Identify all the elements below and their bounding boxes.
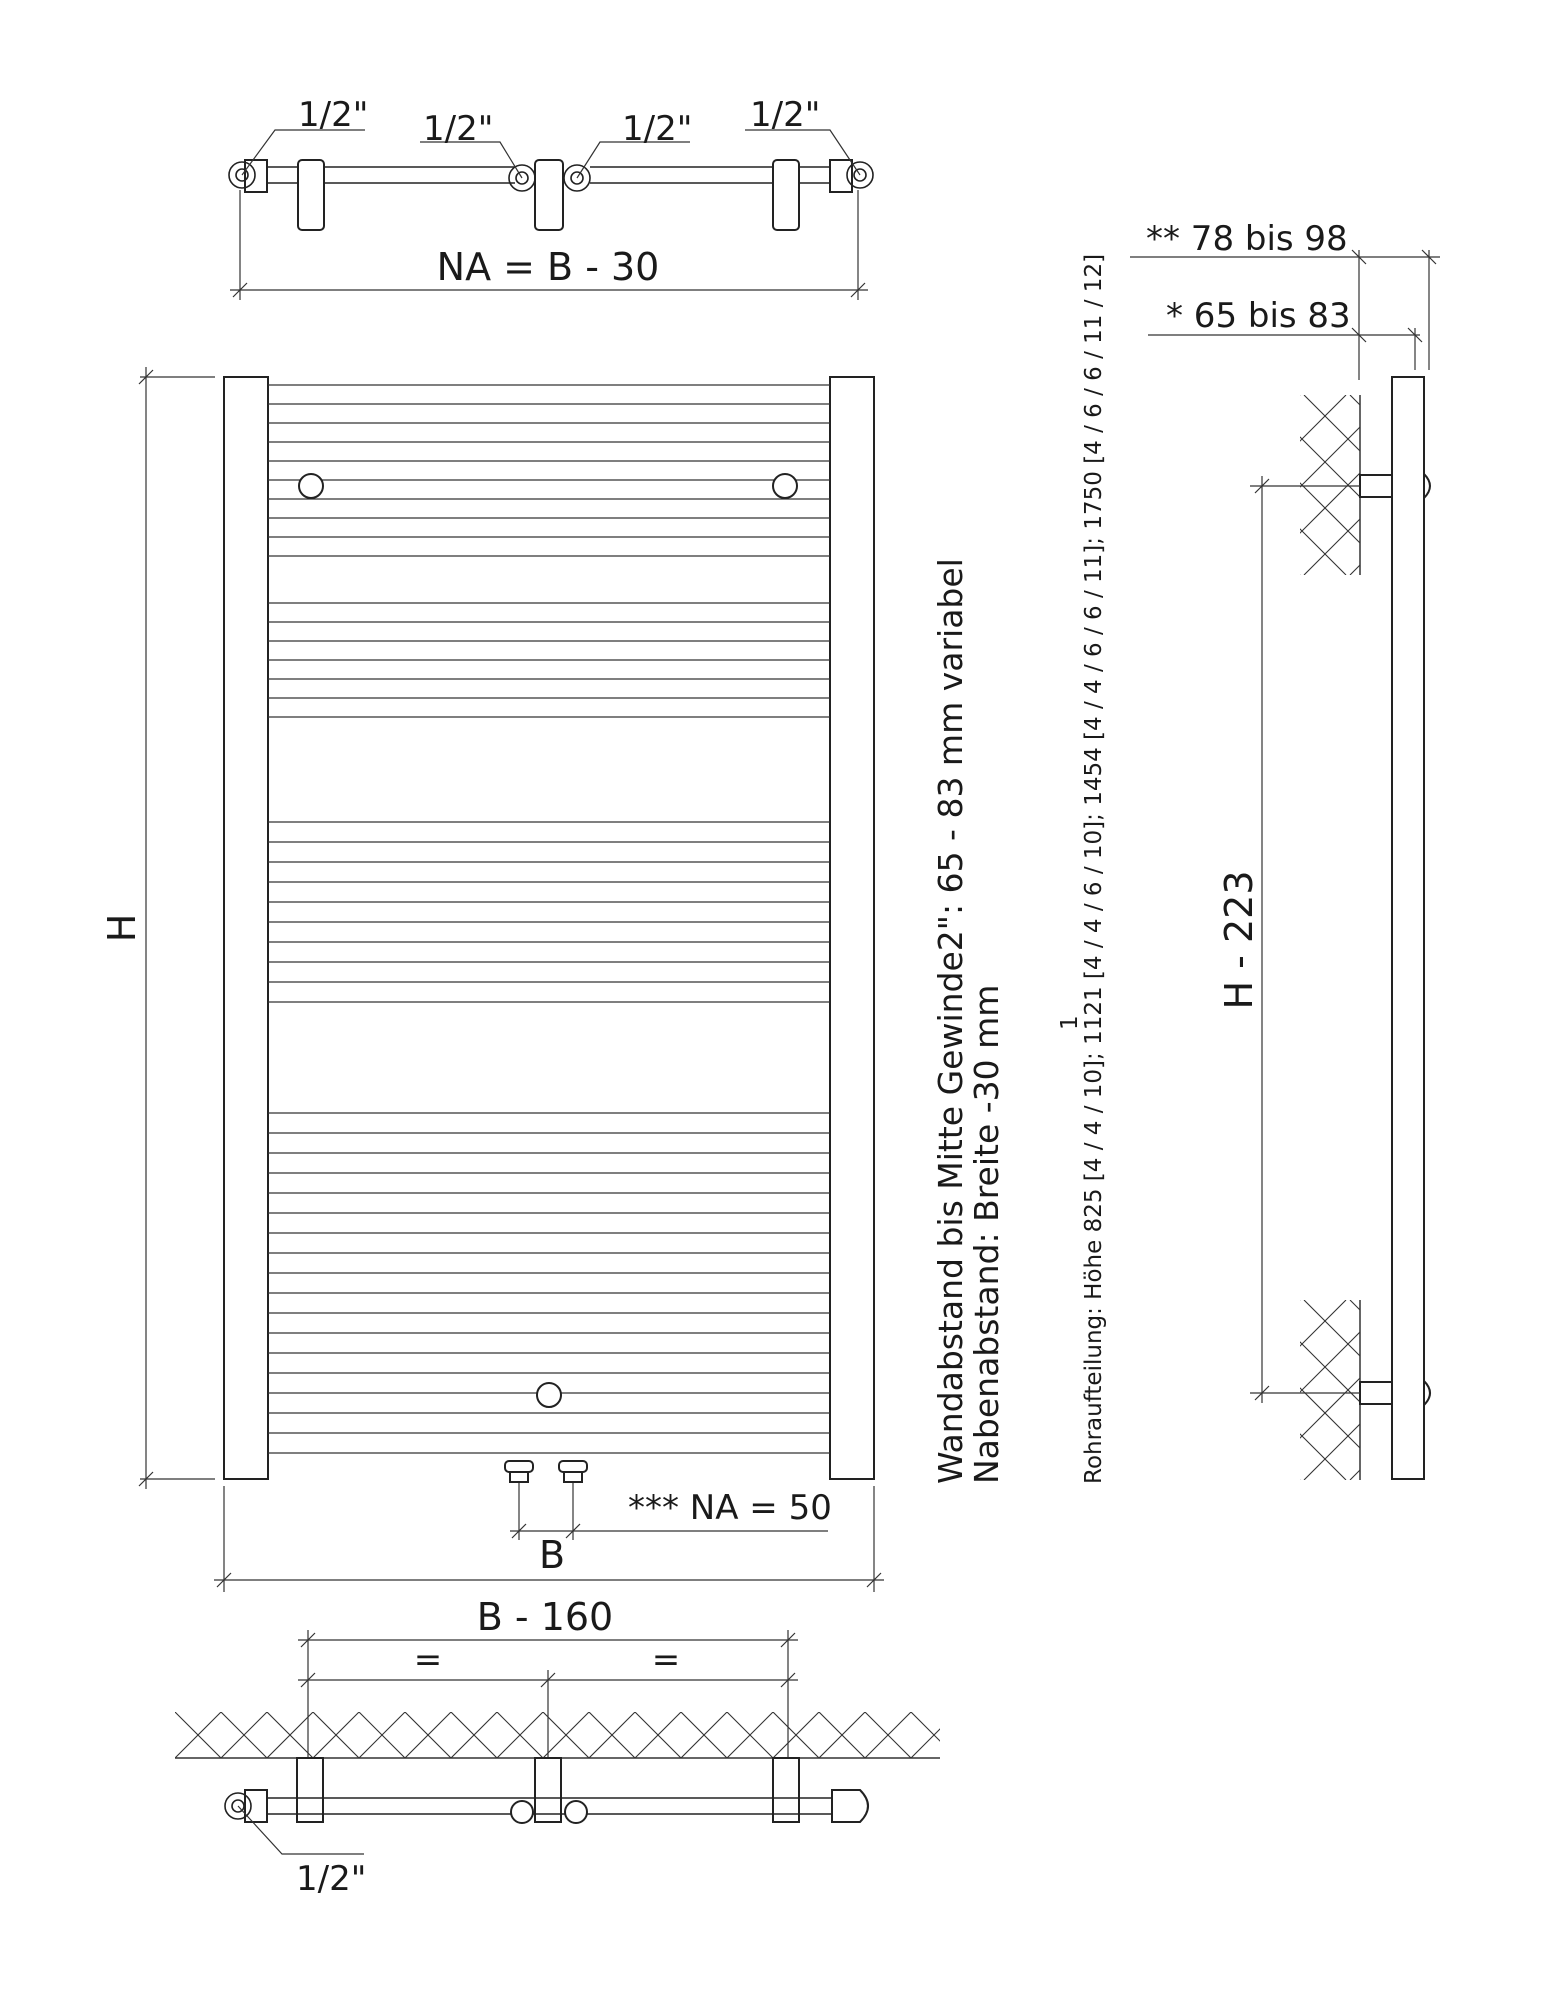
- bottom-valve-icon-left: [511, 1801, 533, 1823]
- notes: [931, 254, 1107, 1484]
- side-bracket-bottom: [1360, 1382, 1392, 1404]
- top-thread-label-4: 1/2": [750, 95, 821, 135]
- note-tube-division-mark: 1: [1057, 1015, 1083, 1030]
- side-post: [1392, 377, 1424, 1479]
- front-right-post: [830, 377, 874, 1479]
- front-view: [100, 367, 884, 1592]
- bottom-right-end-cap: [832, 1790, 868, 1822]
- side-h223-label: H - 223: [1217, 870, 1261, 1010]
- bottom-bracket-right: [773, 1758, 799, 1822]
- top-bracket-middle: [535, 160, 563, 230]
- top-view: [229, 95, 873, 300]
- front-bracket-icon-bottom: [537, 1383, 561, 1407]
- front-na50-label: *** NA = 50: [628, 1488, 832, 1528]
- bottom-bracket-middle: [535, 1758, 561, 1822]
- bottom-bracket-left: [297, 1758, 323, 1822]
- valve-left-icon: [505, 1461, 533, 1482]
- top-thread-label-1: 1/2": [298, 95, 369, 135]
- valve-right-icon: [559, 1461, 587, 1482]
- side-wall-hatch-bottom: [1120, 1300, 1556, 1480]
- top-na-label: NA = B - 30: [436, 245, 660, 289]
- bottom-view: [129, 1595, 1003, 1899]
- top-thread-label-3: 1/2": [622, 109, 693, 149]
- top-right-end-block: [830, 160, 852, 192]
- side-bracket-top-cap: [1424, 474, 1430, 498]
- bottom-wall-hatch: [129, 1712, 1003, 1758]
- front-height-label: H: [100, 913, 144, 943]
- side-wall-hatch-top: [1120, 395, 1556, 575]
- side-dim-78-98: ** 78 bis 98: [1146, 219, 1348, 259]
- note-hub-distance: Nabenabstand: Breite -30 mm: [967, 984, 1006, 1484]
- side-dim-65-83: * 65 bis 83: [1166, 296, 1351, 336]
- top-bracket-right: [773, 160, 799, 230]
- front-bracket-icon-right: [773, 474, 797, 498]
- note-wall-distance: Wandabstand bis Mitte Gewinde2": 65 - 83 mm variabel: [931, 558, 970, 1484]
- front-left-post: [224, 377, 268, 1479]
- front-bracket-icon-left: [299, 474, 323, 498]
- note-tube-division: Rohraufteilung: Höhe 825 [4 / 4 / 10]; 1121 [4 / 4 / 6 / 10]; 1454 [4 / 4 / 6 / 6 / 11]; 1750 [4 / 6 / 6 / 11 / 12]: [1081, 253, 1107, 1484]
- front-width-label: B: [538, 1533, 566, 1577]
- horizontal-tubes: [268, 385, 830, 1453]
- bottom-equal-right: =: [651, 1640, 681, 1680]
- side-bracket-top: [1360, 475, 1392, 497]
- side-view: [1120, 219, 1556, 1480]
- side-bracket-bottom-cap: [1424, 1381, 1430, 1405]
- bottom-valve-icon-right: [565, 1801, 587, 1823]
- top-thread-label-2: 1/2": [423, 109, 494, 149]
- bottom-thread-label: 1/2": [296, 1859, 367, 1899]
- bottom-equal-left: =: [413, 1640, 443, 1680]
- bottom-b160-label: B - 160: [476, 1595, 614, 1639]
- top-bracket-left: [298, 160, 324, 230]
